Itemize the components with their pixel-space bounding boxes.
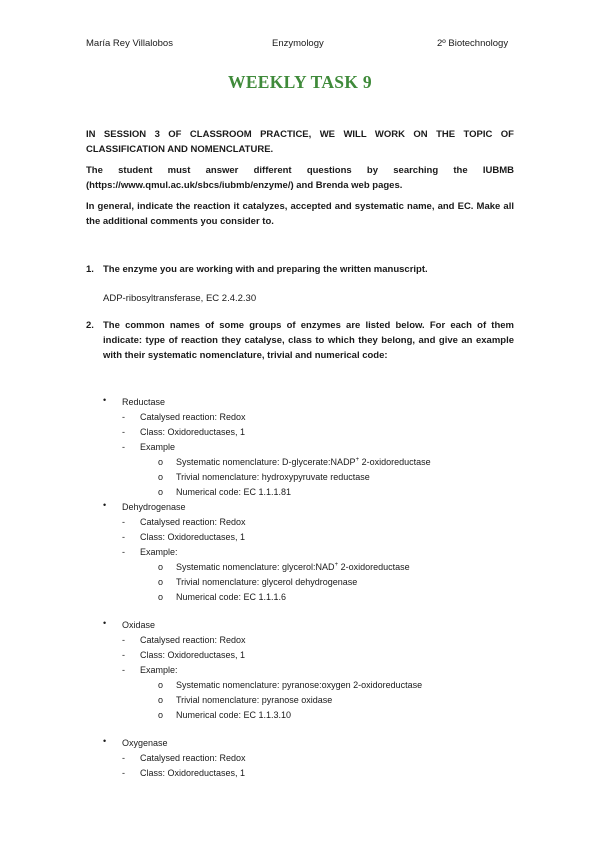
circle-icon: o [158, 472, 164, 482]
example-trivial: Trivial nomenclature: glycerol dehydrogenase [176, 577, 358, 587]
header-course: 2º Biotechnology [437, 38, 509, 49]
intro-session: IN SESSION 3 OF CLASSROOM PRACTICE, WE WILL WORK ON THE TOPIC OF CLASSIFICATION AND NOMENCLATURE. [86, 129, 514, 155]
dash-icon: - [122, 665, 125, 675]
group-name: Reductase [122, 397, 166, 407]
group-class: Class: Oxidoreductases, 1 [140, 427, 246, 437]
group-class: Class: Oxidoreductases, 1 [140, 650, 246, 660]
bullet-icon: • [103, 736, 107, 746]
intro-instruction: The student must answer different questions by searching the IUBMB (https://www.qmul.ac.uk/sbcs/iubmb/enzyme/) and Brenda web pages. [86, 165, 514, 191]
dash-icon: - [122, 635, 125, 645]
dash-icon: - [122, 517, 125, 527]
group-class: Class: Oxidoreductases, 1 [140, 532, 246, 542]
question-1-answer: ADP-ribosyltransferase, EC 2.4.2.30 [103, 293, 257, 304]
example-trivial: Trivial nomenclature: hydroxypyruvate reductase [176, 472, 370, 482]
dash-icon: - [122, 753, 125, 763]
dash-icon: - [122, 442, 125, 452]
question-number: 2. [86, 320, 94, 331]
group-reaction: Catalysed reaction: Redox [140, 517, 246, 527]
circle-icon: o [158, 487, 164, 497]
question-text: The enzyme you are working with and preparing the written manuscript. [103, 264, 428, 275]
circle-icon: o [158, 577, 164, 587]
intro-general: In general, indicate the reaction it catalyzes, accepted and systematic name, and EC. Make all the additional comments you consider to. [86, 201, 514, 227]
group-name: Dehydrogenase [122, 502, 186, 512]
group-reaction: Catalysed reaction: Redox [140, 753, 246, 763]
header-author: María Rey Villalobos [86, 38, 173, 49]
circle-icon: o [158, 592, 164, 602]
example-systematic: Systematic nomenclature: D-glycerate:NADP+ 2-oxidoreductase [176, 457, 431, 467]
dash-icon: - [122, 427, 125, 437]
page-title: WEEKLY TASK 9 [228, 72, 372, 92]
circle-icon: o [158, 680, 164, 690]
group-name: Oxygenase [122, 738, 168, 748]
example-systematic: Systematic nomenclature: glycerol:NAD+ 2-oxidoreductase [176, 562, 410, 572]
question-number: 1. [86, 264, 94, 275]
group-example-label: Example: [140, 547, 178, 557]
example-systematic: Systematic nomenclature: pyranose:oxygen 2-oxidoreductase [176, 680, 423, 690]
bullet-icon: • [103, 395, 107, 405]
example-code: Numerical code: EC 1.1.1.81 [176, 487, 292, 497]
dash-icon: - [122, 532, 125, 542]
group-reaction: Catalysed reaction: Redox [140, 635, 246, 645]
question-text: The common names of some groups of enzymes are listed below. For each of them indicate: type of reaction they catalyse, class to which they belong, and give an example with their systematic nomenclature, trivial and numerical code: [103, 320, 514, 361]
circle-icon: o [158, 562, 164, 572]
group-example-label: Example: [140, 665, 178, 675]
bullet-icon: • [103, 618, 107, 628]
header-subject: Enzymology [272, 38, 324, 49]
group-example-label: Example [140, 442, 176, 452]
example-trivial: Trivial nomenclature: pyranose oxidase [176, 695, 333, 705]
group-class: Class: Oxidoreductases, 1 [140, 768, 246, 778]
example-code: Numerical code: EC 1.1.1.6 [176, 592, 287, 602]
example-code: Numerical code: EC 1.1.3.10 [176, 710, 292, 720]
dash-icon: - [122, 412, 125, 422]
bullet-icon: • [103, 500, 107, 510]
dash-icon: - [122, 650, 125, 660]
dash-icon: - [122, 768, 125, 778]
dash-icon: - [122, 547, 125, 557]
circle-icon: o [158, 710, 164, 720]
group-name: Oxidase [122, 620, 156, 630]
circle-icon: o [158, 457, 164, 467]
circle-icon: o [158, 695, 164, 705]
group-reaction: Catalysed reaction: Redox [140, 412, 246, 422]
